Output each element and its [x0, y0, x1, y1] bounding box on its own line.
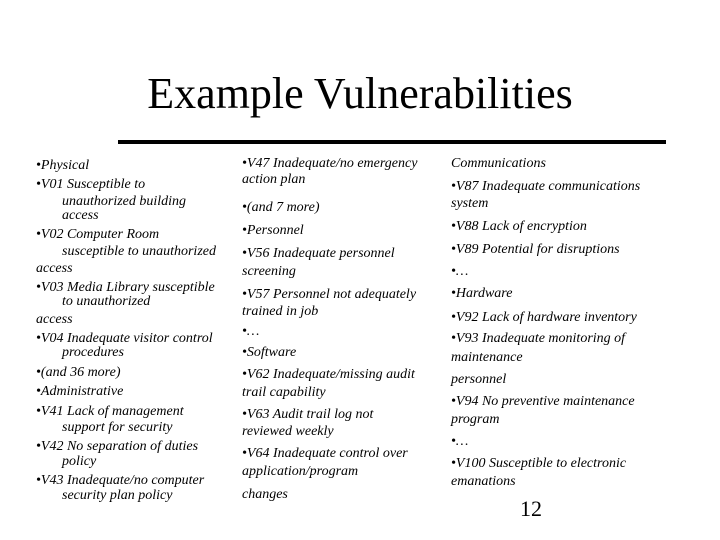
list-item: •… [242, 324, 260, 339]
list-item: procedures [62, 345, 124, 360]
list-item: program [451, 412, 500, 427]
list-item: •Administrative [36, 384, 124, 399]
list-item: •V63 Audit trail log not [242, 407, 374, 422]
list-item: •Software [242, 345, 297, 360]
list-item: •V94 No preventive maintenance [451, 394, 635, 409]
list-item: trail capability [242, 385, 326, 400]
list-item: unauthorized building [62, 194, 187, 209]
list-item: •V03 Media Library susceptible [36, 280, 215, 295]
list-item: changes [242, 487, 288, 502]
list-item: security plan policy [62, 488, 173, 503]
list-item: •V57 Personnel not adequately [242, 287, 417, 302]
list-item: •V64 Inadequate control over [242, 446, 408, 461]
list-item: •V56 Inadequate personnel [242, 246, 395, 261]
list-item: susceptible to unauthorized [62, 244, 216, 259]
title-underline [118, 140, 666, 144]
list-item: •Hardware [451, 286, 513, 301]
list-item: trained in job [242, 304, 319, 319]
list-item: to unauthorized [62, 294, 151, 309]
list-item: •V87 Inadequate communications [451, 179, 641, 194]
list-item: •V88 Lack of encryption [451, 219, 587, 234]
list-item: Communications [451, 156, 546, 171]
list-item: support for security [62, 420, 173, 435]
column-1 [36, 158, 246, 504]
list-item: •V62 Inadequate/missing audit [242, 367, 415, 382]
list-item: •Physical [36, 158, 90, 173]
list-item: •… [451, 434, 469, 449]
list-item: •… [451, 264, 469, 279]
list-item: •V04 Inadequate visitor control [36, 331, 213, 346]
list-item: policy [62, 454, 97, 469]
list-item: •Personnel [242, 223, 304, 238]
slide-title: Example Vulnerabilities [147, 69, 573, 118]
list-item: screening [242, 264, 296, 279]
list-item: access [62, 208, 99, 223]
list-item: access [36, 312, 73, 327]
list-item: •V93 Inadequate monitoring of [451, 331, 626, 346]
list-item: •V100 Susceptible to electronic [451, 456, 627, 471]
list-item: •V89 Potential for disruptions [451, 242, 620, 257]
list-item: •V01 Susceptible to [36, 177, 146, 192]
list-item: •V92 Lack of hardware inventory [451, 310, 637, 325]
list-item: •(and 7 more) [242, 200, 320, 215]
list-item: •V43 Inadequate/no computer [36, 473, 205, 488]
list-item: •(and 36 more) [36, 365, 121, 380]
list-item: personnel [451, 372, 507, 387]
list-item: system [451, 196, 489, 211]
list-item: access [36, 261, 73, 276]
slide-number: 12 [520, 496, 542, 521]
list-item: •V47 Inadequate/no emergency [242, 156, 418, 171]
list-item: maintenance [451, 350, 523, 365]
list-item: action plan [242, 172, 306, 187]
list-item: •V02 Computer Room [36, 227, 160, 242]
list-item: application/program [242, 464, 359, 479]
list-item: •V42 No separation of duties [36, 439, 199, 454]
list-item: emanations [451, 474, 516, 489]
list-item: •V41 Lack of management [36, 404, 184, 419]
column-2 [242, 156, 452, 503]
column-3 [451, 156, 701, 490]
list-item: reviewed weekly [242, 424, 334, 439]
